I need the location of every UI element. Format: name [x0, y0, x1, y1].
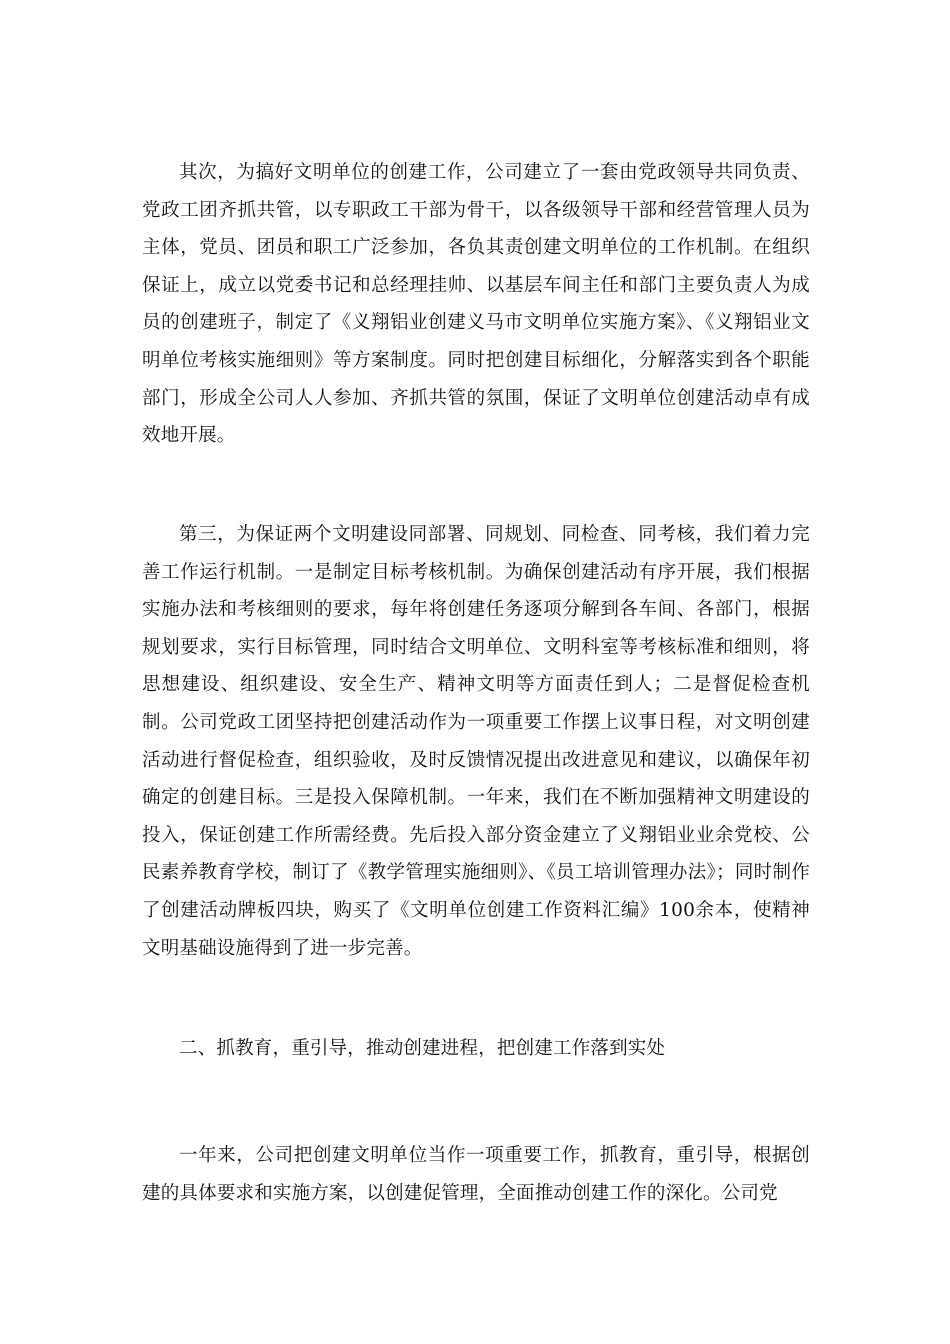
section-heading: 二、抓教育，重引导，推动创建进程，把创建工作落到实处 [179, 1038, 666, 1059]
paragraph-organization: 其次，为搞好文明单位的创建工作，公司建立了一套由党政领导共同负责、党政工团齐抓共管，以专职政工干部为骨干，以各级领导干部和经营管理人员为主体，党员、团员和职工广泛参加，各负其责创建文明单位的工作机制。在组织保证上，成立以党委书记和总经理挂帅、以基层车间主任和部门主要负责人为成员的创建班子，制定了《义翔铝业创建义马市文明单位实施方案》、《义翔铝业文明单位考核实施细则》等方案制度。同时把创建目标细化，分解落实到各个职能部门，形成全公司人人参加、齐抓共管的氛围，保证了文明单位创建活动卓有成效地开展。 [142, 162, 810, 447]
paragraph-education: 一年来，公司把创建文明单位当作一项重要工作，抓教育，重引导，根据创建的具体要求和实施方案，以创建促管理，全面推动创建工作的深化。公司党 [142, 1145, 810, 1204]
paragraph-mechanism: 第三，为保证两个文明建设同部署、同规划、同检查、同考核，我们着力完善工作运行机制。一是制定目标考核机制。为确保创建活动有序开展，我们根据实施办法和考核细则的要求，每年将创建任务逐项分解到各车间、各部门，根据规划要求，实行目标管理，同时结合文明单位、文明科室等考核标准和细则，将思想建设、组织建设、安全生产、精神文明等方面责任到人；二是督促检查机制。公司党政工团坚持把创建活动作为一项重要工作摆上议事日程，对文明创建活动进行督促检查，组织验收，及时反馈情况提出改进意见和建议，以确保年初确定的创建目标。三是投入保障机制。一年来，我们在不断加强精神文明建设的投入，保证创建工作所需经费。先后投入部分资金建立了义翔铝业业余党校、公民素养教育学校，制订了《教学管理实施细则》、《员工培训管理办法》；同时制作了创建活动牌板四块，购买了《文明单位创建工作资料汇编》100余本，使精神文明基础设施得到了进一步完善。 [142, 524, 810, 959]
